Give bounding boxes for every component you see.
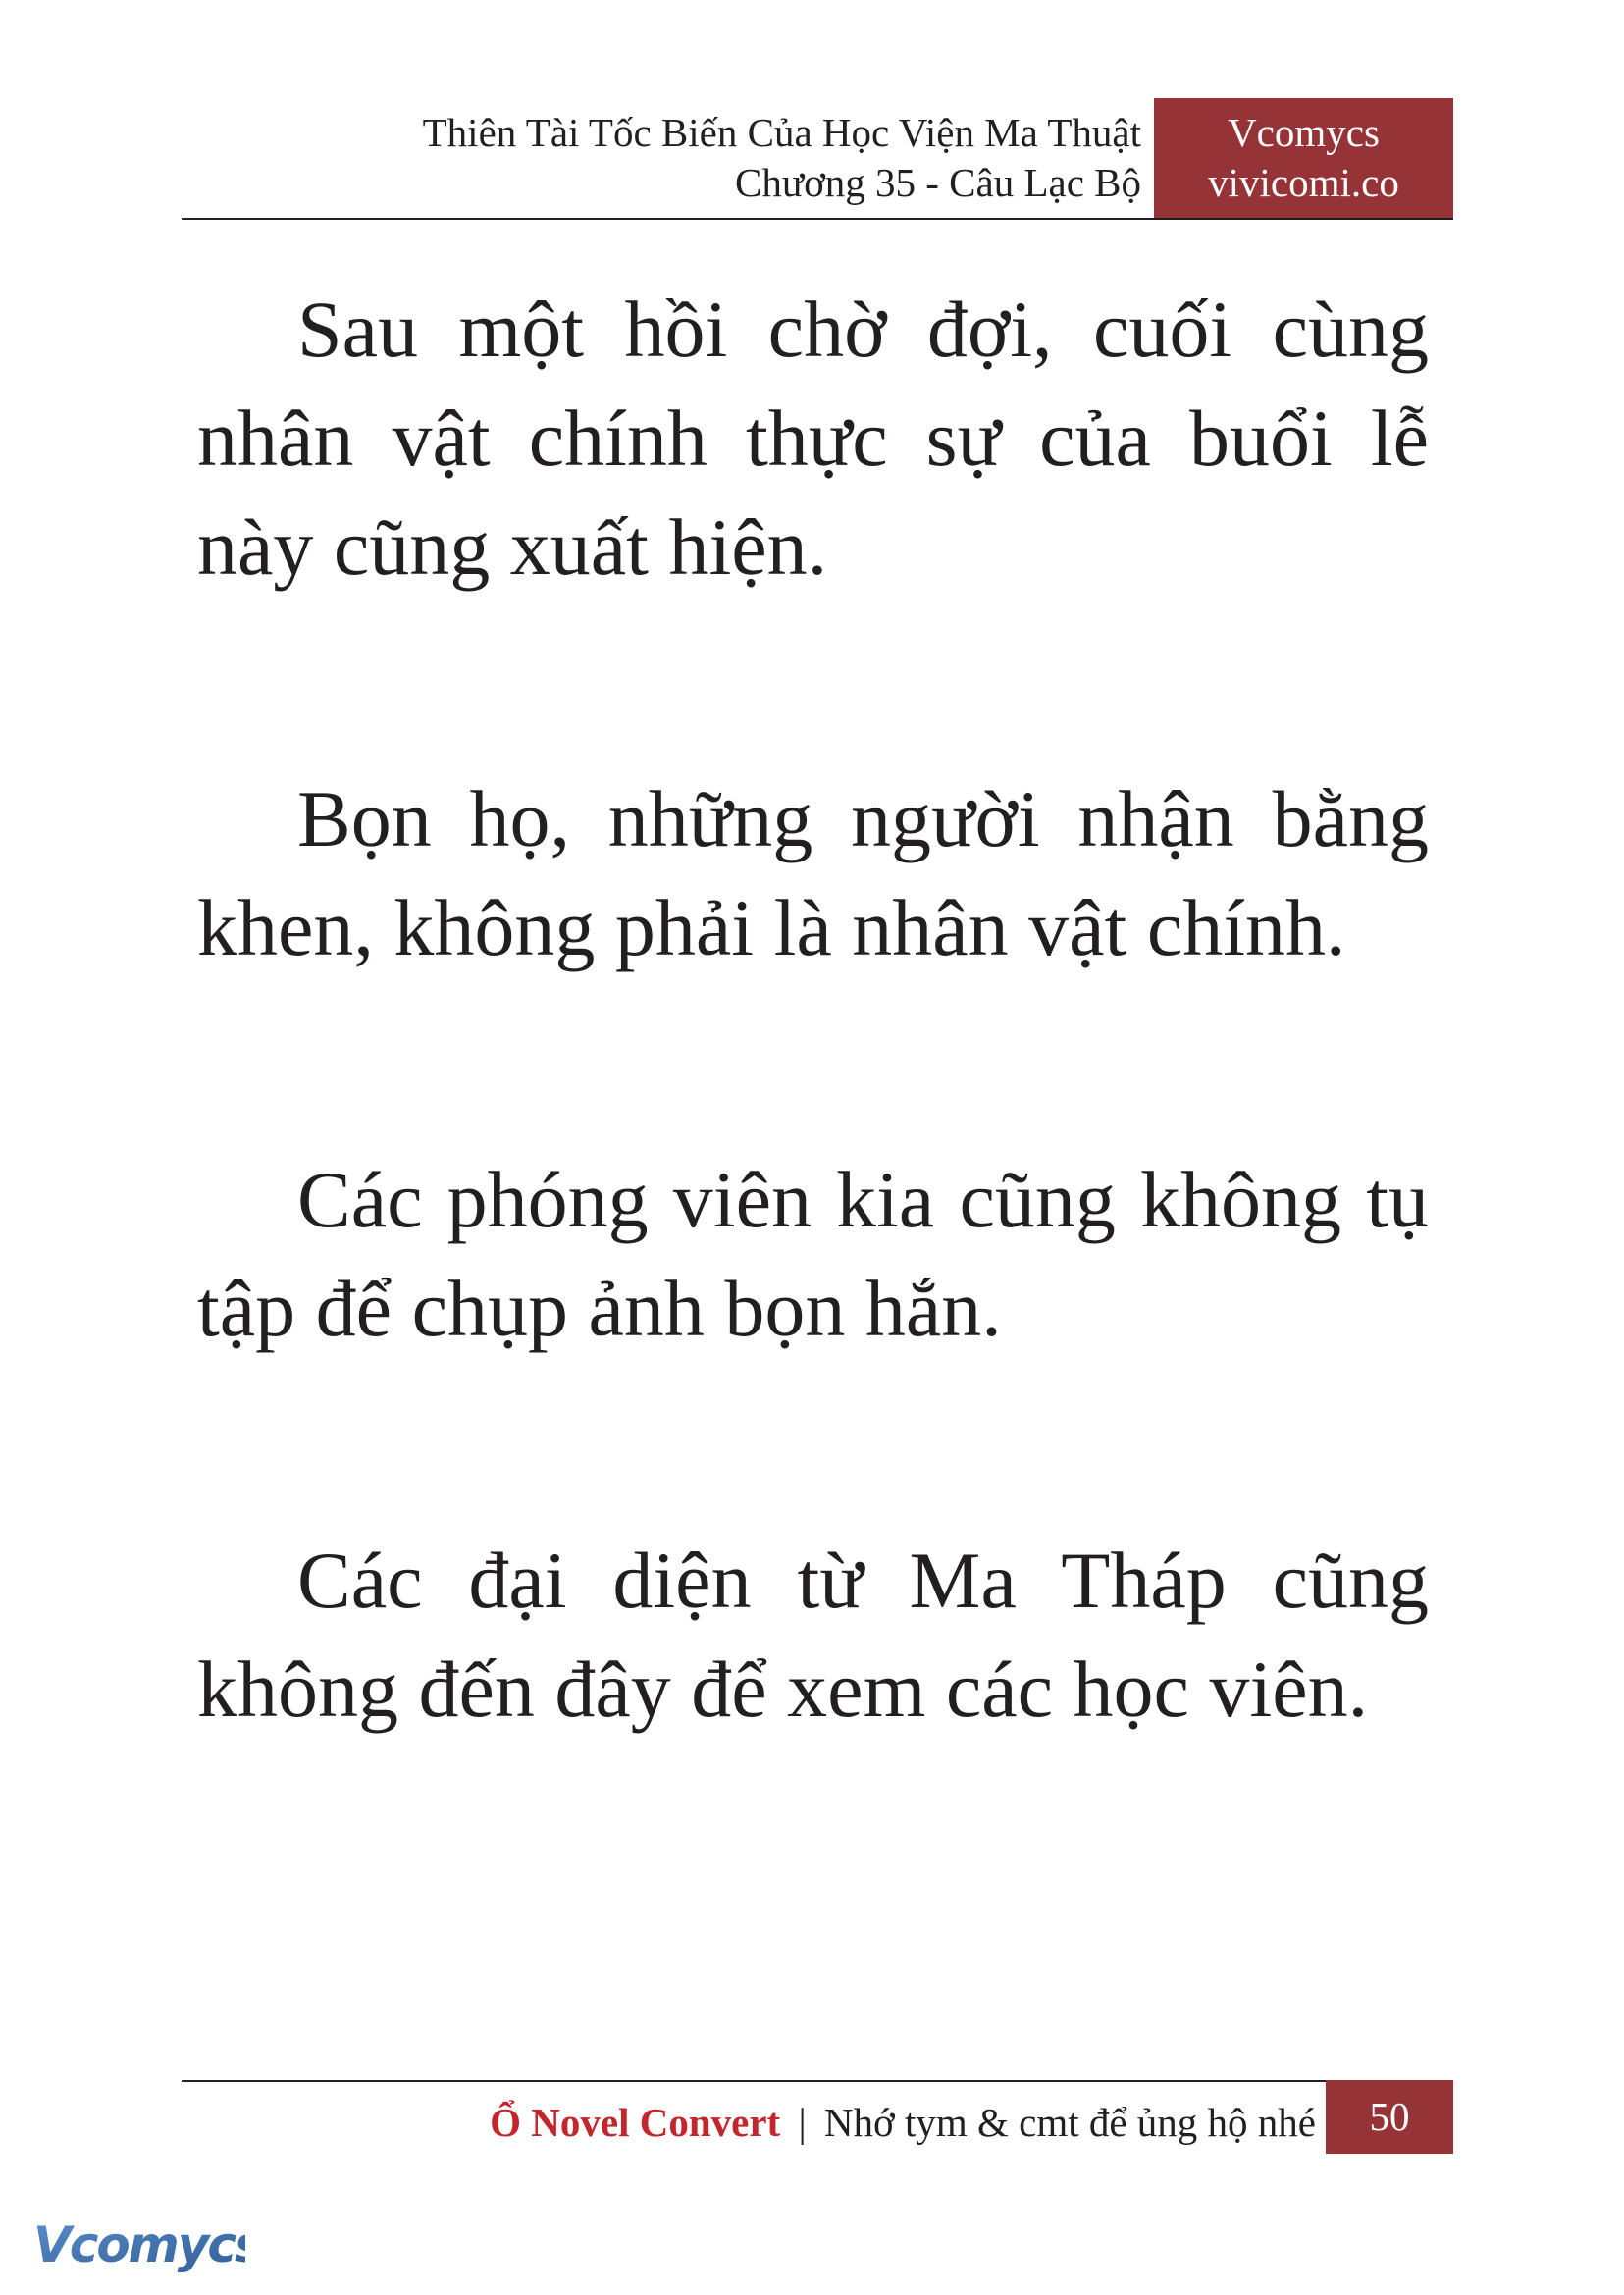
book-title: Thiên Tài Tốc Biến Của Học Viện Ma Thuật xyxy=(422,110,1141,155)
brand-name: Vcomycs xyxy=(1228,110,1380,155)
header-titles xyxy=(423,108,1141,208)
header-brand-box xyxy=(1154,98,1453,219)
footer-brand: Ổ Novel Convert xyxy=(490,2100,781,2145)
footer-divider xyxy=(182,2080,1453,2082)
paragraph: Các phóng viên kia cũng không tụ tập để chụp ảnh bọn hắn. xyxy=(197,1155,1429,1353)
page-number: 50 xyxy=(1326,2080,1453,2154)
page-footer xyxy=(182,2080,1453,2154)
watermark-logo-text: Vcomycs xyxy=(33,2217,245,2273)
chapter-title: Chương 35 - Câu Lạc Bộ xyxy=(735,160,1141,205)
footer-separator: | xyxy=(798,2100,807,2145)
footer-text xyxy=(490,2098,1316,2147)
paragraph: Các đại diện từ Ma Tháp cũng không đến đây để xem các học viên. xyxy=(197,1536,1429,1734)
paragraph: Sau một hồi chờ đợi, cuối cùng nhân vật chính thực sự của buổi lễ này cũng xuất hiện. xyxy=(197,285,1429,592)
paragraph: Bọn họ, những người nhận bằng khen, không phải là nhân vật chính. xyxy=(197,774,1429,972)
page-content xyxy=(197,275,1429,1744)
header-divider xyxy=(182,218,1453,220)
watermark-logo-svg xyxy=(29,2213,245,2281)
page-header xyxy=(182,98,1453,220)
brand-site: vivicomi.co xyxy=(1208,160,1399,205)
footer-message: Nhớ tym & cmt để ủng hộ nhé xyxy=(823,2100,1316,2145)
vcomycs-logo-icon xyxy=(29,2213,245,2281)
